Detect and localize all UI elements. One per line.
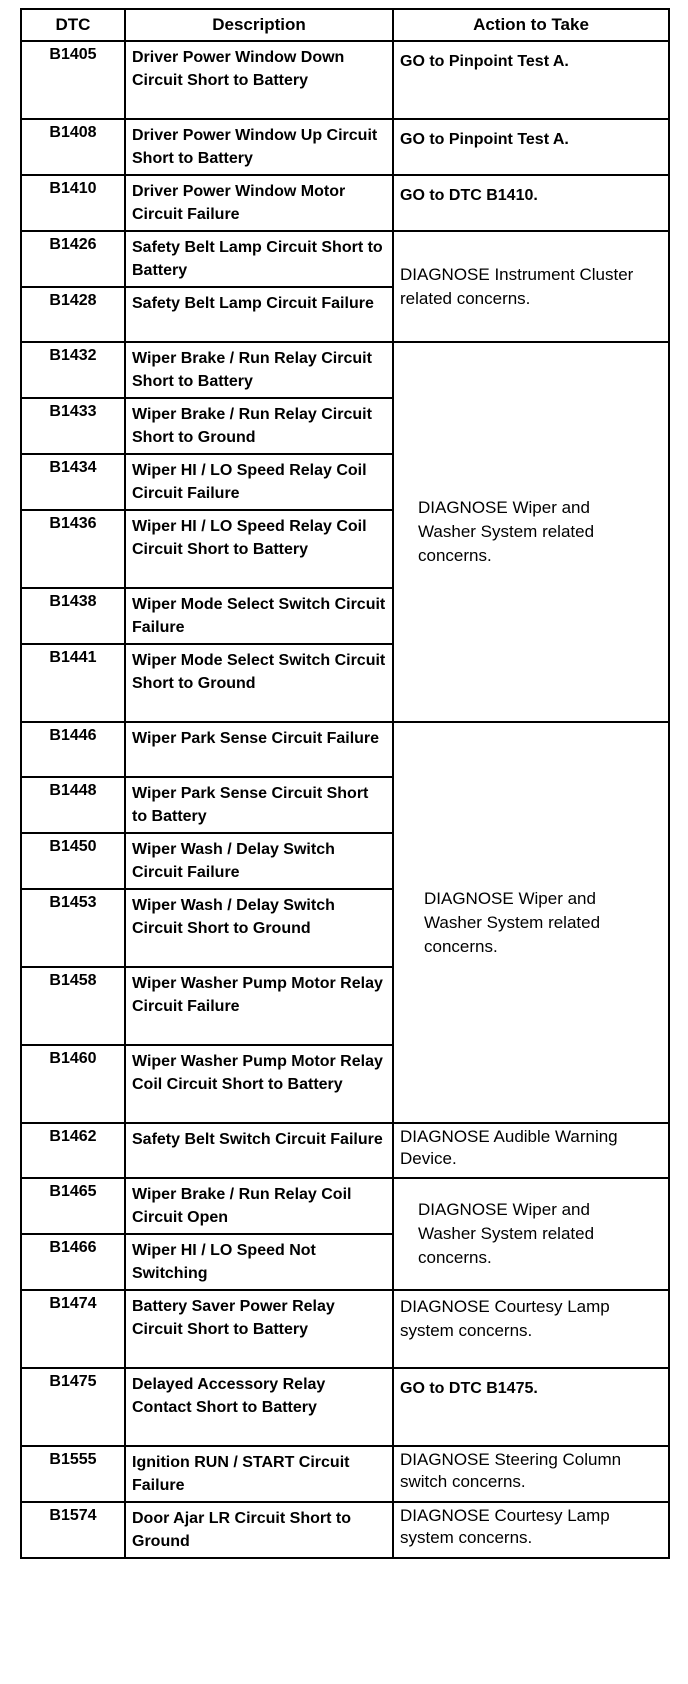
dtc-description: Wiper Park Sense Circuit Failure bbox=[125, 722, 393, 777]
table-row bbox=[21, 722, 669, 777]
dtc-action: GO to DTC B1410. bbox=[393, 175, 669, 231]
dtc-description: Wiper Brake / Run Relay Circuit Short to Ground bbox=[125, 398, 393, 454]
dtc-code: B1441 bbox=[21, 644, 125, 722]
dtc-description: Ignition RUN / START Circuit Failure bbox=[125, 1446, 393, 1502]
dtc-code: B1446 bbox=[21, 722, 125, 777]
dtc-code: B1432 bbox=[21, 342, 125, 398]
dtc-description: Wiper Brake / Run Relay Coil Circuit Open bbox=[125, 1178, 393, 1234]
dtc-description: Wiper HI / LO Speed Relay Coil Circuit Failure bbox=[125, 454, 393, 510]
dtc-code: B1410 bbox=[21, 175, 125, 231]
dtc-description: Wiper Wash / Delay Switch Circuit Failure bbox=[125, 833, 393, 889]
table-row bbox=[21, 119, 669, 175]
dtc-description: Wiper Mode Select Switch Circuit Short to Ground bbox=[125, 644, 393, 722]
header-description: Description bbox=[125, 9, 393, 41]
dtc-code: B1408 bbox=[21, 119, 125, 175]
dtc-action: DIAGNOSE Wiper and Washer System related concerns. bbox=[393, 722, 669, 1123]
dtc-code: B1405 bbox=[21, 41, 125, 119]
header-action: Action to Take bbox=[393, 9, 669, 41]
table-row bbox=[21, 1446, 669, 1502]
dtc-action: DIAGNOSE Steering Column switch concerns. bbox=[393, 1446, 669, 1502]
dtc-code: B1462 bbox=[21, 1123, 125, 1178]
dtc-code: B1438 bbox=[21, 588, 125, 644]
dtc-code: B1436 bbox=[21, 510, 125, 588]
table-row bbox=[21, 1502, 669, 1558]
dtc-description: Wiper Mode Select Switch Circuit Failure bbox=[125, 588, 393, 644]
dtc-description: Wiper Brake / Run Relay Circuit Short to Battery bbox=[125, 342, 393, 398]
dtc-code: B1555 bbox=[21, 1446, 125, 1502]
dtc-action: DIAGNOSE Courtesy Lamp system concerns. bbox=[393, 1290, 669, 1368]
table-row bbox=[21, 1290, 669, 1368]
dtc-code: B1428 bbox=[21, 287, 125, 342]
dtc-code: B1574 bbox=[21, 1502, 125, 1558]
table-header-row bbox=[21, 9, 669, 41]
dtc-code: B1466 bbox=[21, 1234, 125, 1290]
header-dtc: DTC bbox=[21, 9, 125, 41]
table-row bbox=[21, 1368, 669, 1446]
dtc-action: GO to Pinpoint Test A. bbox=[393, 119, 669, 175]
dtc-description: Safety Belt Lamp Circuit Short to Battery bbox=[125, 231, 393, 287]
dtc-code: B1465 bbox=[21, 1178, 125, 1234]
dtc-code: B1458 bbox=[21, 967, 125, 1045]
dtc-action: GO to DTC B1475. bbox=[393, 1368, 669, 1446]
dtc-action: DIAGNOSE Instrument Cluster related concerns. bbox=[393, 231, 669, 342]
dtc-description: Door Ajar LR Circuit Short to Ground bbox=[125, 1502, 393, 1558]
dtc-code: B1450 bbox=[21, 833, 125, 889]
dtc-description: Wiper Washer Pump Motor Relay Coil Circuit Short to Battery bbox=[125, 1045, 393, 1123]
dtc-code: B1453 bbox=[21, 889, 125, 967]
dtc-description: Safety Belt Switch Circuit Failure bbox=[125, 1123, 393, 1178]
dtc-description: Wiper Washer Pump Motor Relay Circuit Failure bbox=[125, 967, 393, 1045]
dtc-description: Wiper HI / LO Speed Relay Coil Circuit Short to Battery bbox=[125, 510, 393, 588]
dtc-code: B1474 bbox=[21, 1290, 125, 1368]
dtc-action: DIAGNOSE Audible Warning Device. bbox=[393, 1123, 669, 1178]
dtc-description: Safety Belt Lamp Circuit Failure bbox=[125, 287, 393, 342]
dtc-action: DIAGNOSE Wiper and Washer System related concerns. bbox=[393, 1178, 669, 1290]
dtc-code: B1475 bbox=[21, 1368, 125, 1446]
dtc-description: Battery Saver Power Relay Circuit Short to Battery bbox=[125, 1290, 393, 1368]
dtc-action: DIAGNOSE Courtesy Lamp system concerns. bbox=[393, 1502, 669, 1558]
dtc-table bbox=[20, 8, 670, 1559]
dtc-description: Driver Power Window Up Circuit Short to Battery bbox=[125, 119, 393, 175]
dtc-code: B1426 bbox=[21, 231, 125, 287]
table-row bbox=[21, 41, 669, 119]
dtc-action: GO to Pinpoint Test A. bbox=[393, 41, 669, 119]
table-row bbox=[21, 231, 669, 287]
dtc-description: Wiper Park Sense Circuit Short to Battery bbox=[125, 777, 393, 833]
table-row bbox=[21, 1123, 669, 1178]
dtc-code: B1448 bbox=[21, 777, 125, 833]
dtc-description: Delayed Accessory Relay Contact Short to Battery bbox=[125, 1368, 393, 1446]
dtc-description: Driver Power Window Down Circuit Short to Battery bbox=[125, 41, 393, 119]
dtc-code: B1434 bbox=[21, 454, 125, 510]
dtc-description: Wiper HI / LO Speed Not Switching bbox=[125, 1234, 393, 1290]
dtc-code: B1433 bbox=[21, 398, 125, 454]
table-row bbox=[21, 342, 669, 398]
table-row bbox=[21, 175, 669, 231]
dtc-code: B1460 bbox=[21, 1045, 125, 1123]
dtc-action: DIAGNOSE Wiper and Washer System related concerns. bbox=[393, 342, 669, 722]
dtc-description: Wiper Wash / Delay Switch Circuit Short to Ground bbox=[125, 889, 393, 967]
table-row bbox=[21, 1178, 669, 1234]
dtc-description: Driver Power Window Motor Circuit Failure bbox=[125, 175, 393, 231]
